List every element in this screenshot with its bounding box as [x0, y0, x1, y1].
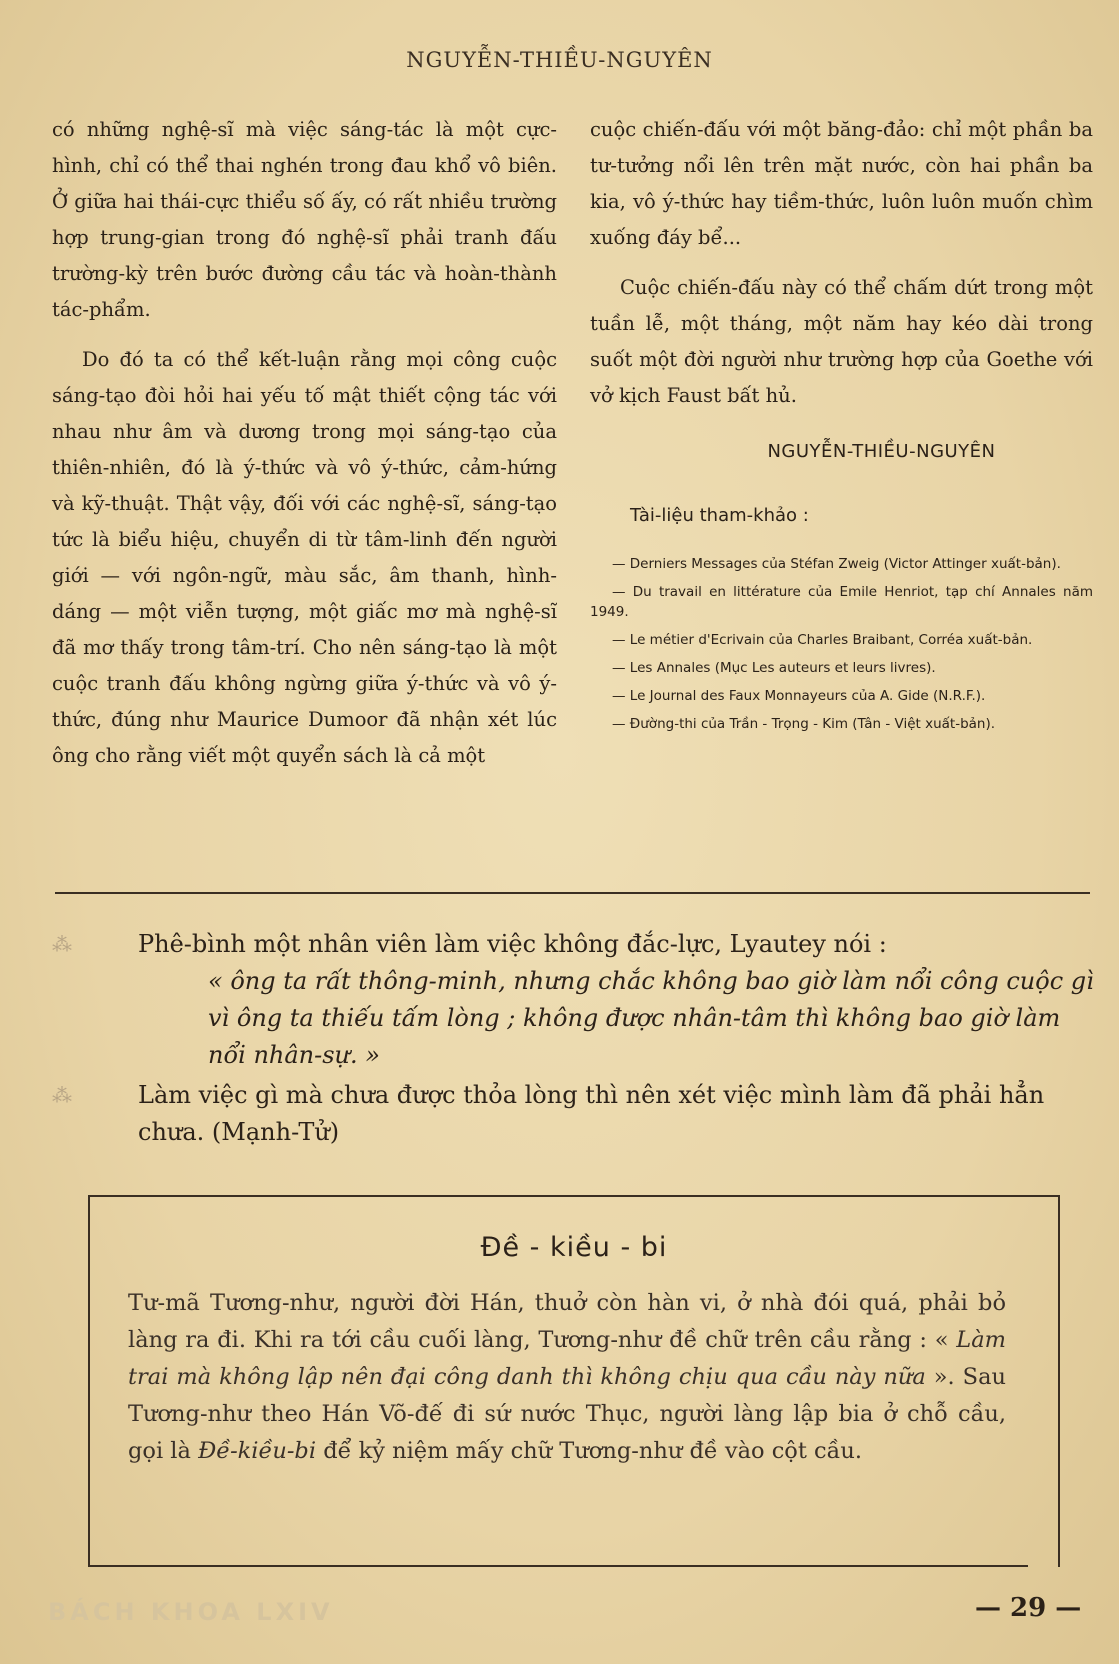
box-text-part: ». Sau Tương-như theo Hán Võ-đế đi sứ nước Thục, người làng lập bia ở chỗ cầu, gọi là — [128, 1364, 1006, 1464]
box-title: Đề - kiều - bi — [480, 1232, 668, 1263]
left-paragraph-2: Do đó ta có thể kết-luận rằng mọi công cuộc sáng-tạo đòi hỏi hai yếu tố mật thiết cộng tác với nhau như âm và dương trong mọi sáng-tạo của thiên-nhiên, đó là ý-thức và vô ý-thức, cảm-hứng và kỹ-thuật. Thật vậy, đối với các nghệ-sĩ, sáng-tạo tức là biểu hiệu, chuyển di từ tâm-linh đến người giới — với ngôn-ngữ, màu sắc, âm thanh, hình-dáng — một viễn tượng, một giấc mơ mà nghệ-sĩ đã mơ thấy trong tâm-trí. Cho nên sáng-tạo là một cuộc tranh đấu không ngừng giữa ý-thức và vô ý-thức, đúng như Maurice Dumoor đã nhận xét lúc ông cho rằng viết một quyển sách là cả một — [52, 348, 557, 767]
right-paragraph-1: cuộc chiến-đấu với một băng-đảo: chỉ một phần ba tư-tưởng nổi lên trên mặt nước, còn hai phần ba kia, vô ý-thức hay tiềm-thức, luôn luôn muốn chìm xuống đáy bể... — [590, 118, 1093, 249]
quote-italic: « ông ta rất thông-minh, nhưng chắc không bao giờ làm nổi công cuộc gì vì ông ta thiếu tấm lòng ; không được nhân-tâm thì không bao giờ làm nổi nhân-sự. » — [208, 967, 1094, 1069]
references-list — [590, 554, 1093, 734]
references-title: Tài-liệu tham-khảo : — [630, 505, 809, 526]
reference-item: — Derniers Messages của Stéfan Zweig (Victor Attinger xuất-bản). — [612, 556, 1061, 572]
quote-lead — [40, 1077, 1100, 1151]
box-text — [128, 1285, 1006, 1470]
reference-item: — Le Journal des Faux Monnayeurs của A. Gide (N.R.F.). — [612, 688, 986, 704]
reference-item: — Đường-thi của Trần - Trọng - Kim (Tân - Việt xuất-bản). — [612, 716, 996, 732]
box-text-italic: Làm trai mà không lập nên đại công danh thì không chịu qua cầu này nữa — [128, 1327, 1006, 1390]
quote-text: Phê-bình một nhân viên làm việc không đắc-lực, Lyautey nói : — [138, 930, 887, 958]
box-bottom-rule — [88, 1565, 1028, 1567]
page-number: — 29 — — [975, 1593, 1082, 1623]
left-paragraph-1: có những nghệ-sĩ mà việc sáng-tác là một cực-hình, chỉ có thể thai nghén trong đau khổ vô biên. Ở giữa hai thái-cực thiểu số ấy, có rất nhiều trường hợp trung-gian trong đó nghệ-sĩ phải tranh đấu trường-kỳ trên bước đường cầu tác và hoàn-thành tác-phẩm. — [52, 118, 557, 321]
reference-item: — Le métier d'Ecrivain của Charles Braibant, Corréa xuất-bản. — [612, 632, 1033, 648]
reference-item: — Les Annales (Mục Les auteurs et leurs livres). — [612, 660, 936, 676]
asterism-icon: ⁂ — [52, 1083, 72, 1107]
right-column — [590, 112, 1093, 742]
left-column — [52, 112, 557, 788]
author-signature: NGUYỄN-THIỀU-NGUYÊN — [767, 441, 996, 462]
running-title: NGUYỄN-THIỀU-NGUYÊN — [406, 48, 713, 72]
section-divider — [55, 892, 1090, 894]
box-text-part: để kỷ niệm mấy chữ Tương-như đề vào cột cầu. — [316, 1438, 863, 1464]
right-paragraph-2: Cuộc chiến-đấu này có thể chấm dứt trong một tuần lễ, một tháng, một năm hay kéo dài trong suốt một đời người như trường hợp của Goethe với vở kịch Faust bất hủ. — [590, 276, 1093, 407]
asterism-icon: ⁂ — [52, 932, 72, 956]
quote-text: Làm việc gì mà chưa được thỏa lòng thì nên xét việc mình làm đã phải hẳn chưa. (Mạnh-Tử) — [138, 1081, 1045, 1146]
reference-item: — Du travail en littérature của Emile Henriot, tạp chí Annales năm 1949. — [590, 584, 1093, 620]
box-text-part: Tư-mã Tương-như, người đời Hán, thuở còn hàn vi, ở nhà đói quá, phải bỏ làng ra đi. Khi ra tới cầu cuối làng, Tương-như đề chữ trên cầu rằng : « — [128, 1290, 1006, 1353]
quote-manh-tu — [40, 1077, 1100, 1151]
quote-lyautey — [40, 926, 1100, 1074]
story-box — [88, 1195, 1060, 1567]
box-text-italic: Đề-kiều-bi — [198, 1438, 317, 1464]
quote-lead — [40, 926, 1100, 963]
magazine-footer: BÁCH KHOA LXIV — [48, 1598, 334, 1626]
